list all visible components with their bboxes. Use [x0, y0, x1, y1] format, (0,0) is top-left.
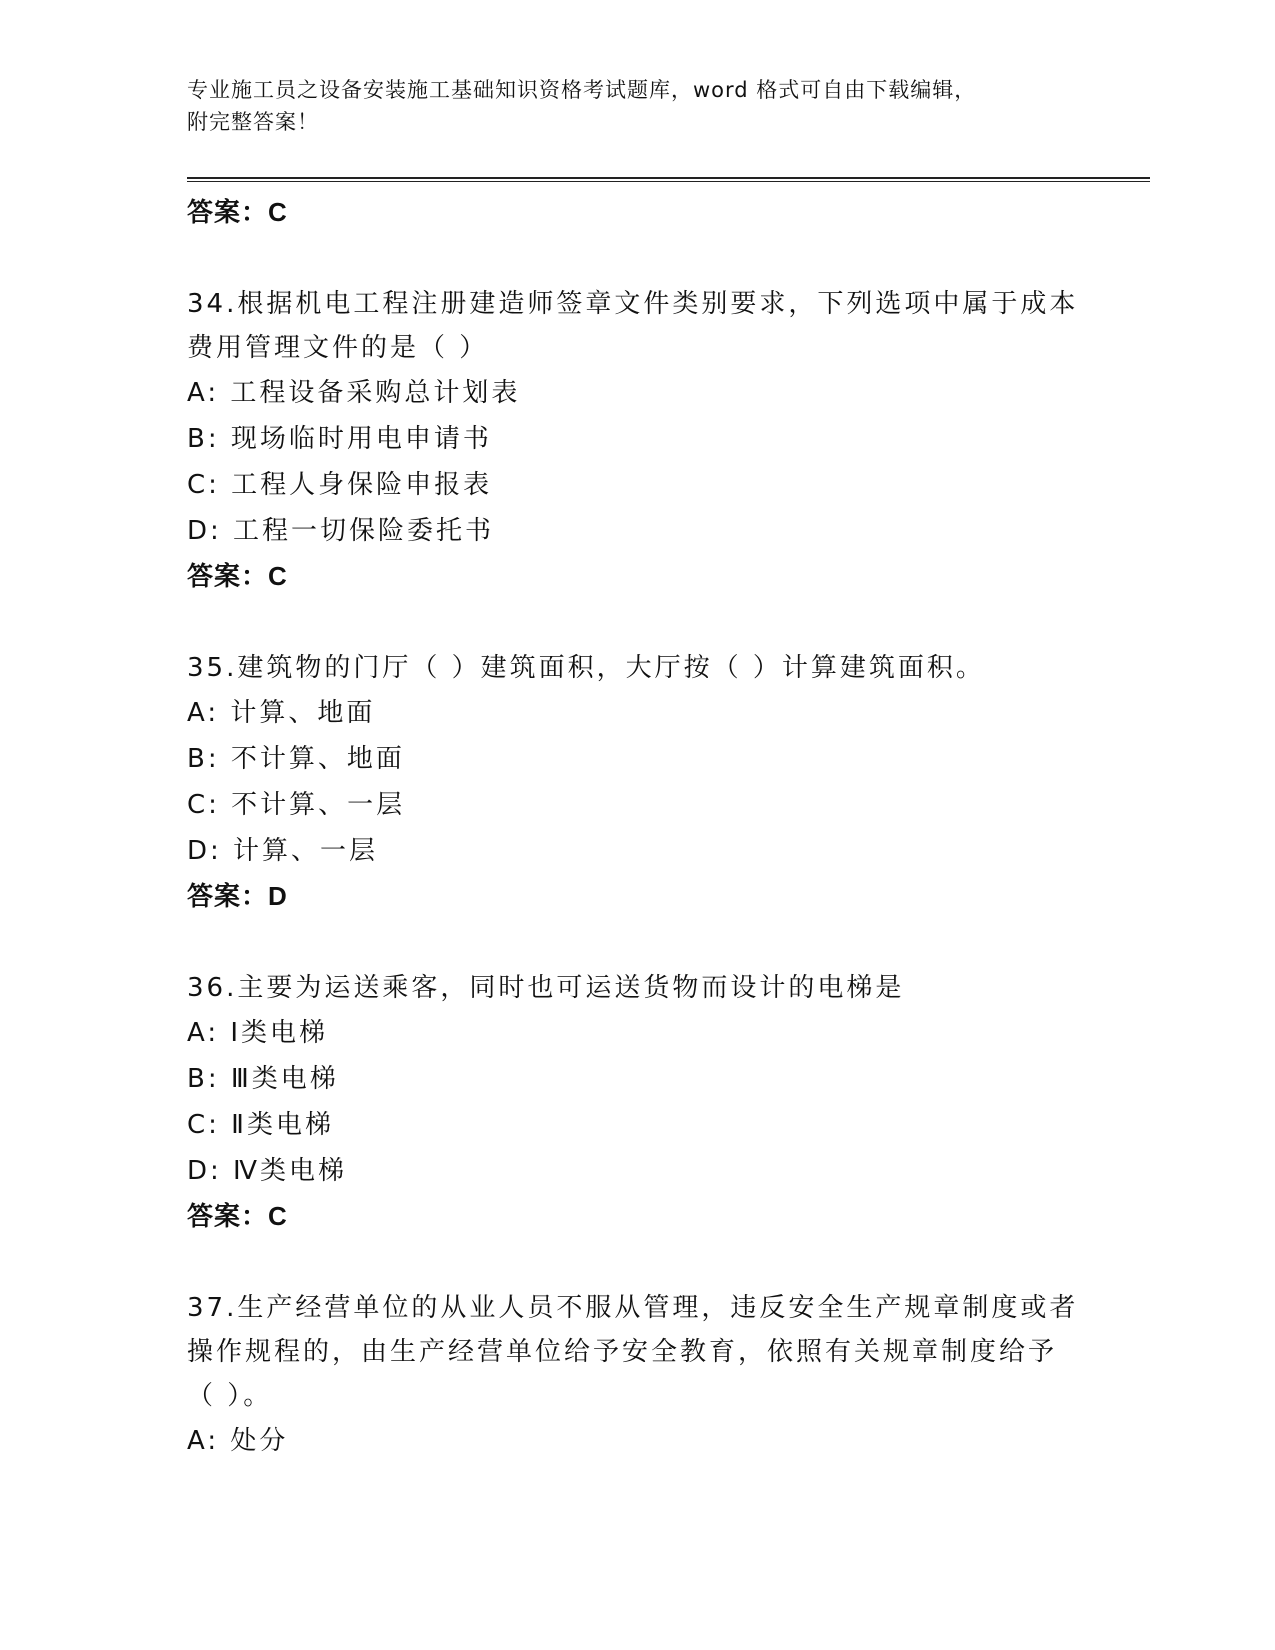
option-a: A: 计算、地面 [187, 698, 376, 728]
answer: 答案：C [187, 561, 288, 591]
question-36 [187, 966, 1087, 1238]
question-stem: 37.生产经营单位的从业人员不服从管理，违反安全生产规章制度或者 [187, 1293, 1079, 1323]
option-c: C: Ⅱ类电梯 [187, 1110, 334, 1140]
answer: 答案：C [187, 1201, 288, 1231]
spacer [187, 918, 1087, 966]
option-c: C: 工程人身保险申报表 [187, 470, 493, 500]
question-37 [187, 1286, 1087, 1464]
question-stem: 操作规程的，由生产经营单位给予安全教育，依照有关规章制度给予 [187, 1337, 1058, 1367]
header-rule-thick [187, 177, 1150, 179]
question-stem: 费用管理文件的是（ ） [187, 333, 489, 363]
header-line-1: 专业施工员之设备安装施工基础知识资格考试题库，word 格式可自由下载编辑， [187, 78, 977, 102]
option-a: A: 工程设备采购总计划表 [187, 378, 521, 408]
option-a: A: Ⅰ类电梯 [187, 1018, 329, 1048]
option-b: B: Ⅲ类电梯 [187, 1064, 339, 1094]
spacer [187, 598, 1087, 646]
option-d: D: Ⅳ类电梯 [187, 1156, 348, 1186]
spacer [187, 234, 1087, 282]
question-34 [187, 282, 1087, 598]
option-b: B: 现场临时用电申请书 [187, 424, 492, 454]
page-header [187, 74, 1067, 138]
question-stem: （ ）。 [187, 1381, 273, 1411]
question-stem: 35.建筑物的门厅（ ）建筑面积，大厅按（ ）计算建筑面积。 [187, 653, 985, 683]
header-rule-thin [187, 181, 1150, 182]
question-35 [187, 646, 1087, 918]
option-c: C: 不计算、一层 [187, 790, 406, 820]
option-d: D: 计算、一层 [187, 836, 379, 866]
answer-previous: 答案：C [187, 197, 288, 227]
question-stem: 36.主要为运送乘客，同时也可运送货物而设计的电梯是 [187, 973, 905, 1003]
option-d: D: 工程一切保险委托书 [187, 516, 495, 546]
option-b: B: 不计算、地面 [187, 744, 405, 774]
answer: 答案：D [187, 881, 288, 911]
header-line-2: 附完整答案！ [187, 110, 319, 134]
option-a: A: 处分 [187, 1426, 289, 1456]
spacer [187, 1238, 1087, 1286]
question-stem: 34.根据机电工程注册建造师签章文件类别要求，下列选项中属于成本 [187, 289, 1079, 319]
question-list [187, 190, 1087, 1464]
